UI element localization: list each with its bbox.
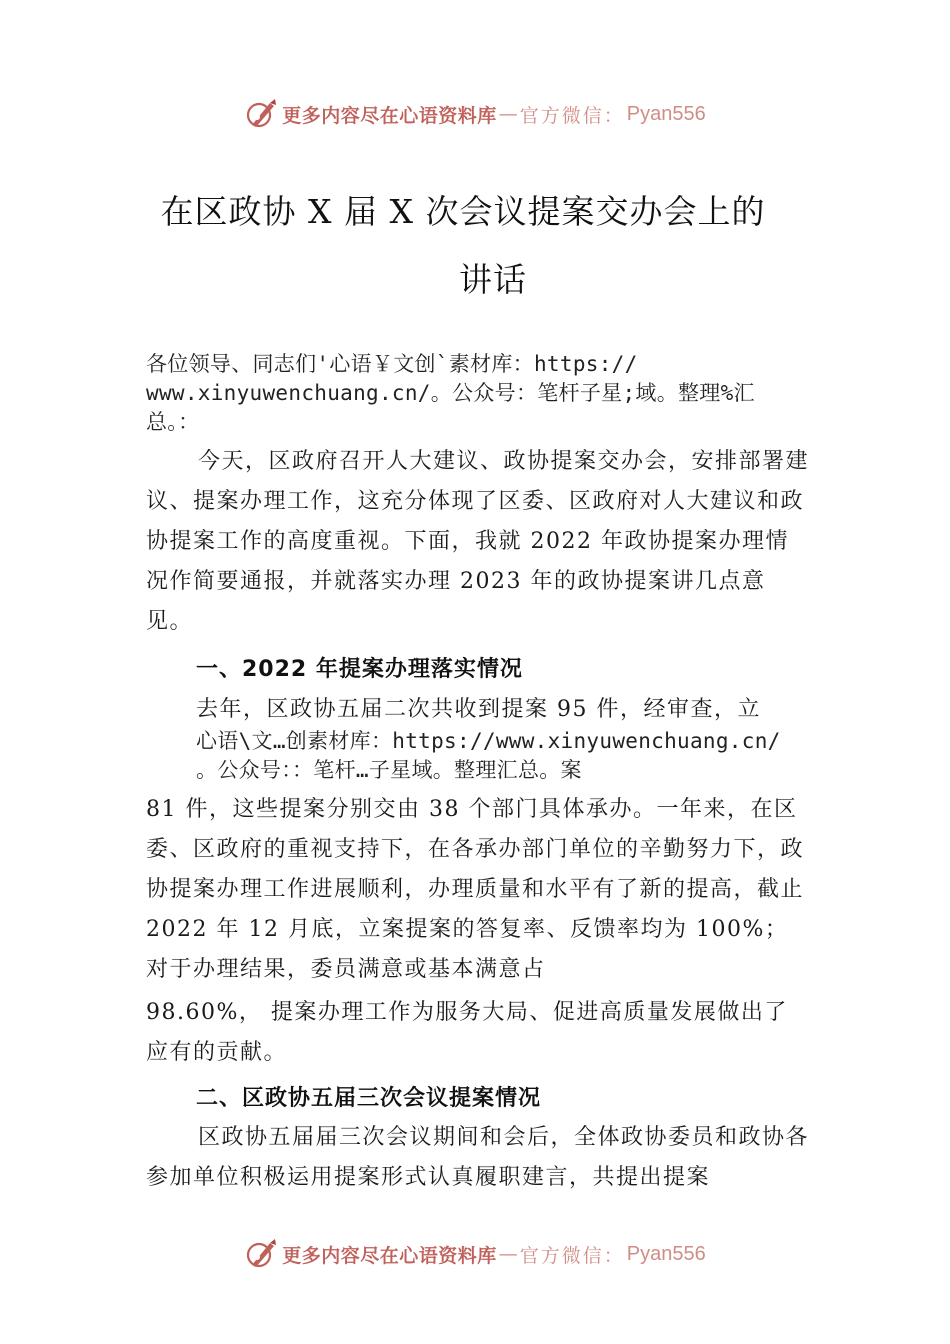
section1-body: 81 件，这些提案分别交由 38 个部门具体承办。一年来，在区委、区政府的重视支持下，在各承办部门单位的辛勤努力下，政协提案办理工作进展顺利，办理质量和水平有了新的提高，截止 2022 年 12 月底，立案提案的答复率、反馈率均为 100%；对于办理结果，委员满意或基本满意占 — [146, 797, 805, 982]
salutation-line1: 各位领导、同志们'心语￥文创`素材库：https:// — [146, 352, 638, 376]
section1-heading: 一、2022 年提案办理落实情况 — [196, 657, 523, 682]
section1-line1: 去年，区政协五届二次共收到提案 95 件，经审查，立 — [196, 697, 761, 722]
banner-wechat-id: Pyan556 — [626, 1242, 706, 1265]
quill-pen-logo-icon — [244, 1237, 278, 1271]
section1-body-end: 98.60%， 提案办理工作为服务大局、促进高质量发展做出了应有的贡献。 — [146, 1000, 788, 1065]
banner-separator: — — [498, 1243, 518, 1265]
footer-banner — [0, 1234, 950, 1274]
banner-wechat-id: Pyan556 — [626, 102, 706, 125]
section2-body: 区政协五届届三次会议期间和会后，全体政协委员和政协各参加单位积极运用提案形式认真履职建言，共提出提案 — [146, 1125, 810, 1190]
document-title-line1: 在区政协 X 届 X 次会议提案交办会上的 — [160, 192, 766, 231]
header-banner — [0, 94, 950, 134]
banner-brand: 更多内容尽在心语资料库 — [282, 104, 497, 127]
section1-line2: 心语\文…创素材库：https://www.xinyuwenchuang.cn/ — [196, 729, 781, 753]
document-title-line2: 讲话 — [459, 260, 527, 299]
section2-heading: 二、区政协五届三次会议提案情况 — [196, 1086, 542, 1111]
banner-wechat-label: 官方微信： — [519, 104, 625, 127]
quill-pen-logo-icon — [244, 97, 278, 131]
banner-brand: 更多内容尽在心语资料库 — [282, 1244, 497, 1267]
banner-wechat-label: 官方微信： — [519, 1244, 625, 1267]
intro-paragraph: 今天，区政府召开人大建议、政协提案交办会，安排部署建议、提案办理工作，这充分体现了区委、区政府对人大建议和政协提案工作的高度重视。下面，我就 2022 年政协提案办理情况作简要通报，并就落实办理 2023 年的政协提案讲几点意见。 — [146, 449, 810, 634]
salutation-line2: www.xinyuwenchuang.cn/。公众号：笔杆子星;域。整理%汇 — [146, 381, 755, 405]
banner-separator: — — [498, 103, 518, 125]
section1-line3: 。公众号：：笔杆…子星域。整理汇总。案 — [196, 758, 582, 782]
salutation-line3: 总。： — [146, 410, 200, 434]
